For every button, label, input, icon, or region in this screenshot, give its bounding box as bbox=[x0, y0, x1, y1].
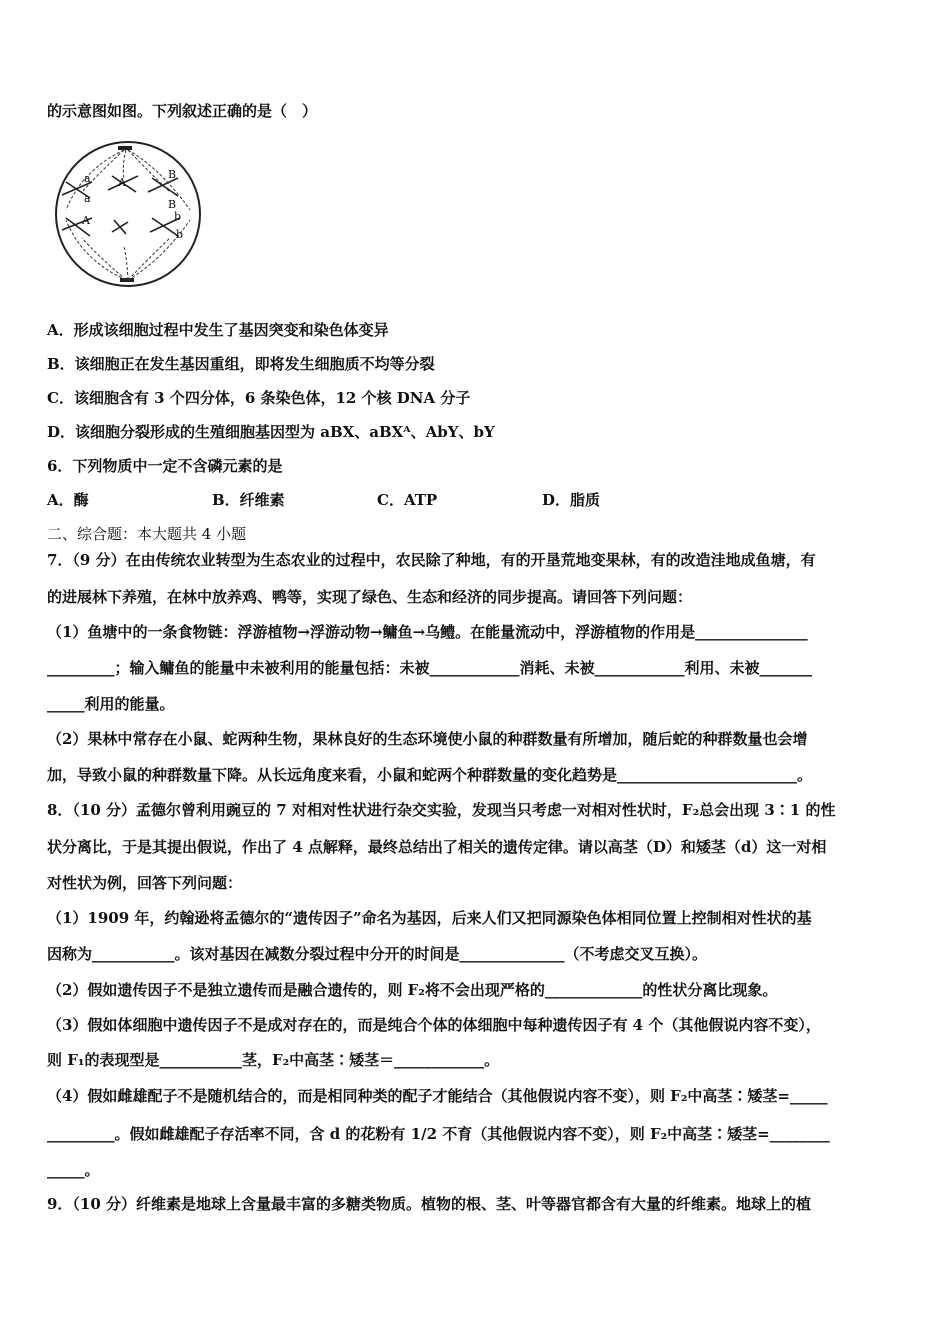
question-6-stem: 6．下列物质中一定不含磷元素的是 bbox=[47, 457, 283, 475]
q6-option-a: A．酶 bbox=[47, 491, 89, 509]
q8-line: （4）假如雌雄配子不是随机结合的，而是相同种类的配子才能结合（其他假说内容不变），则 F₂中高茎∶矮茎=_____ bbox=[47, 1087, 828, 1105]
q7-line: 7．（9 分）在由传统农业转型为生态农业的过程中，农民除了种地，有的开垦荒地变果林，有的改造洼地成鱼塘，有 bbox=[47, 551, 816, 569]
label-A-upper: A bbox=[118, 176, 126, 189]
q7-line: 加，导致小鼠的种群数量下降。从长远角度来看，小鼠和蛇两个种群数量的变化趋势是________________________。 bbox=[47, 766, 813, 784]
q8-line: （2）假如遗传因子不是独立遗传而是融合遗传的，则 F₂将不会出现严格的_____________的性状分离比现象。 bbox=[47, 981, 778, 999]
label-b-lower: b bbox=[176, 228, 184, 241]
section-heading: 二、综合题：本大题共 4 小题 bbox=[47, 525, 247, 543]
label-A-lower: A bbox=[82, 214, 90, 227]
q8-line: （1）1909 年，约翰逊将孟德尔的“遗传因子”命名为基因，后来人们又把同源染色体相同位置上控制相对性状的基 bbox=[47, 909, 812, 927]
label-B-upper: B bbox=[168, 168, 177, 181]
q5-option-c: C．该细胞含有 3 个四分体，6 条染色体，12 个核 DNA 分子 bbox=[47, 389, 471, 407]
label-a-lower: a bbox=[84, 192, 91, 205]
cell-division-diagram bbox=[52, 140, 204, 290]
q8-line: 则 F₁的表现型是___________茎，F₂中高茎∶矮茎＝____________。 bbox=[47, 1051, 500, 1069]
q9-line: 9．（10 分）纤维素是地球上含量最丰富的多糖类物质。植物的根、茎、叶等器官都含有大量的纤维素。地球上的植 bbox=[47, 1195, 812, 1213]
q7-line: _____利用的能量。 bbox=[47, 695, 175, 713]
q6-option-d: D．脂质 bbox=[542, 491, 601, 509]
q6-option-c: C．ATP bbox=[377, 491, 438, 509]
q8-line: 状分离比，于是其提出假说，作出了 4 点解释，最终总结出了相关的遗传定律。请以高茎（D）和矮茎（d）这一对相 bbox=[47, 838, 827, 856]
label-b-upper: b bbox=[174, 210, 182, 223]
question-5-stem: 的示意图如图。下列叙述正确的是（ ） bbox=[47, 102, 318, 120]
q6-option-b: B．纤维素 bbox=[212, 491, 285, 509]
q7-line: （2）果林中常存在小鼠、蛇两种生物，果林良好的生态环境使小鼠的种群数量有所增加，随后蛇的种群数量也会增 bbox=[47, 730, 808, 748]
q5-option-b: B．该细胞正在发生基因重组，即将发生细胞质不均等分裂 bbox=[47, 355, 435, 373]
q8-line: 因称为___________。该对基因在减数分裂过程中分开的时间是______________（不考虑交叉互换）。 bbox=[47, 945, 708, 963]
q8-line: 对性状为例，回答下列问题： bbox=[47, 874, 243, 892]
q7-line: 的进展林下养殖，在林中放养鸡、鸭等，实现了绿色、生态和经济的同步提高。请回答下列问题： bbox=[47, 588, 693, 606]
q8-line: （3）假如体细胞中遗传因子不是成对存在的，而是纯合个体的体细胞中每种遗传因子有 4 个（其他假说内容不变）， bbox=[47, 1016, 821, 1034]
label-B-lower: B bbox=[168, 198, 177, 211]
label-a-upper: a bbox=[84, 172, 91, 185]
q8-line: 8．（10 分）孟德尔曾利用豌豆的 7 对相对性状进行杂交实验，发现当只考虑一对相对性状时，F₂总会出现 3∶1 的性 bbox=[47, 801, 836, 819]
q8-line: _____。 bbox=[47, 1161, 100, 1179]
q5-option-a: A．形成该细胞过程中发生了基因突变和染色体变异 bbox=[47, 321, 389, 339]
q7-line: （1）鱼塘中的一条食物链：浮游植物→浮游动物→鳙鱼→乌鳢。在能量流动中，浮游植物的作用是_______________ bbox=[47, 623, 808, 641]
q8-line: _________。假如雌雄配子存活率不同，含 d 的花粉有 1/2 不育（其他假说内容不变），则 F₂中高茎∶矮茎=________ bbox=[47, 1125, 830, 1143]
q7-line: _________；输入鳙鱼的能量中未被利用的能量包括：未被____________消耗、未被____________利用、未被_______ bbox=[47, 659, 813, 677]
q5-option-d: D．该细胞分裂形成的生殖细胞基因型为 aBX、aBXᴬ、AbY、bY bbox=[47, 423, 495, 441]
